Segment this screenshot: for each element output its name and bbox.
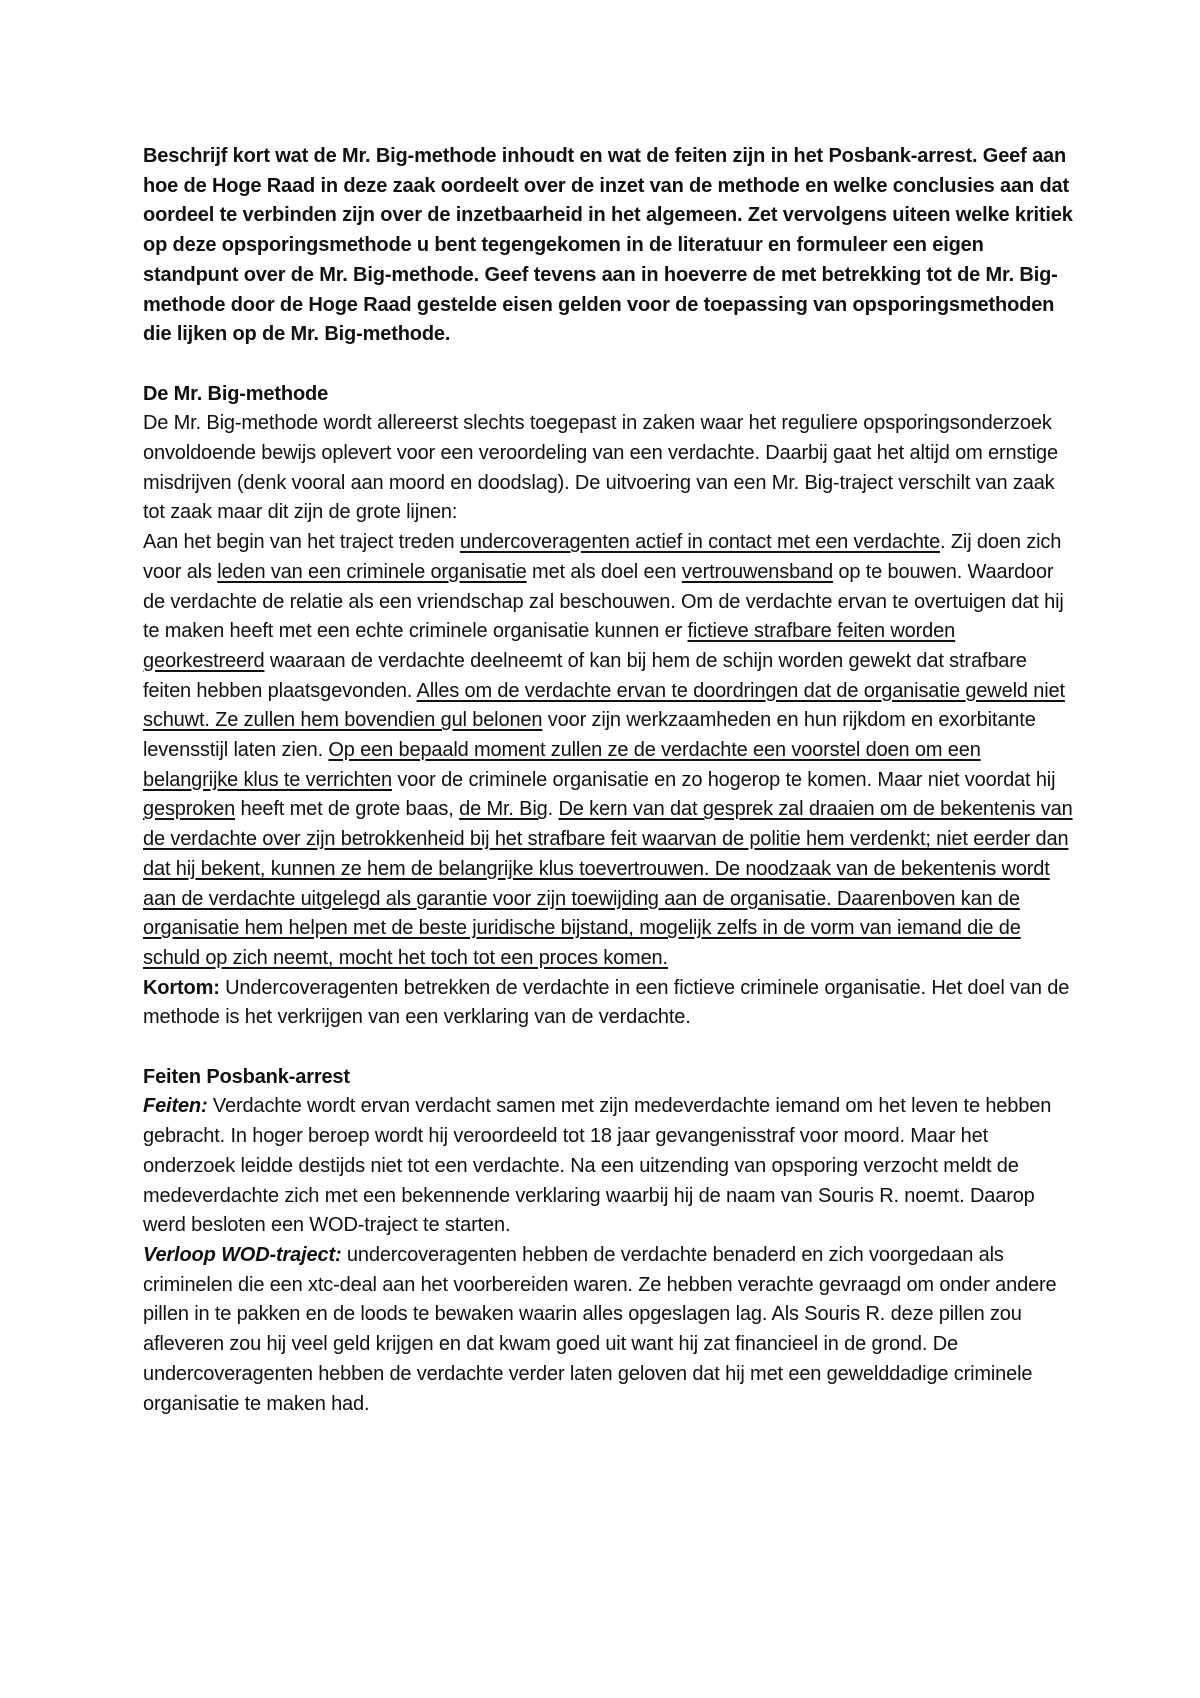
summary-label: Kortom: <box>143 976 220 999</box>
section-title-posbank: Feiten Posbank-arrest <box>143 1065 350 1088</box>
underlined-phrase: Alles om de verdachte ervan te doordringen dat de organisatie geweld niet schuwt. Ze zullen hem bovendien gul belonen <box>143 679 1065 732</box>
underlined-phrase: De kern van dat gesprek zal draaien om de bekentenis van de verdachte over zijn betrokkenheid bij het strafbare feit waarvan de politie hem verdenkt; niet eerder dan dat hij bekent, kunnen ze hem de belangrijke klus toevertrouwen. De noodzaak van de bekentenis wordt aan de verdachte uitgelegd als garantie voor zijn toewijding aan de organisatie. Daarenboven kan de organisatie hem helpen met de beste juridische bijstand, mogelijk zelfs in de vorm van iemand die de schuld op zich neemt, mocht het toch tot een proces komen. <box>143 798 1073 969</box>
facts-label: Feiten: <box>143 1095 208 1118</box>
underlined-phrase: vertrouwensband <box>681 560 833 583</box>
text-segment: Aan het begin van het traject treden <box>143 531 460 554</box>
text-segment: met als doel een <box>526 560 682 583</box>
underlined-phrase: gesproken <box>143 798 236 821</box>
spacer <box>143 1033 1073 1063</box>
wod-course-label: Verloop WOD-traject: <box>143 1243 342 1266</box>
wod-course-paragraph <box>143 1241 1073 1419</box>
wod-course-text: undercoveragenten hebben de verdachte benaderd en zich voorgedaan als criminelen die een xtc-deal aan het voorbereiden waren. Ze hebben verachte gevraagd om onder andere pillen in te pakken en de loods te bewaken waarin alles opgeslagen lag. Als Souris R. deze pillen zou afleveren zou hij veel geld krijgen en dat kwam goed uit want hij zat financieel in de grond. De undercoveragenten hebben de verdachte verder laten geloven dat hij met een gewelddadige criminele organisatie te maken had. <box>143 1243 1057 1415</box>
facts-text: Verdachte wordt ervan verdacht samen met zijn medeverdachte iemand om het leven te hebben gebracht. In hoger beroep wordt hij veroordeeld tot 18 jaar gevangenisstraf voor moord. Maar het onderzoek leidde destijds niet tot een verdachte. Na een uitzending van opsporing verzocht meldt de medeverdachte zich met een bekennende verklaring waarbij hij de naam van Souris R. noemt. Daarop werd besloten een WOD-traject te starten. <box>143 1095 1052 1237</box>
text-segment: . <box>547 798 559 821</box>
text-segment: voor zijn werkzaamheden en hun rijkdom en exorbitante levensstijl laten zien. <box>143 709 1036 762</box>
text-segment: heeft met de grote baas, <box>235 798 460 821</box>
section-title-mr-big: De Mr. Big-methode <box>143 382 329 405</box>
mr-big-process-paragraph <box>143 528 1073 974</box>
mr-big-intro-paragraph: De Mr. Big-methode wordt allereerst slechts toegepast in zaken waar het reguliere opsporingsonderzoek onvoldoende bewijs oplevert voor een veroordeling van een verdachte. Daarbij gaat het altijd om ernstige misdrijven (denk vooral aan moord en doodslag). De uitvoering van een Mr. Big-traject verschilt van zaak tot zaak maar dit zijn de grote lijnen: <box>143 412 1058 524</box>
underlined-phrase: undercoveragenten actief in contact met een verdachte <box>459 531 941 554</box>
summary-text: Undercoveragenten betrekken de verdachte in een fictieve criminele organisatie. Het doel van de methode is het verkrijgen van een verklaring van de verdachte. <box>143 976 1070 1029</box>
mr-big-summary-paragraph <box>143 974 1073 1033</box>
facts-paragraph <box>143 1092 1073 1241</box>
text-segment: op te bouwen. Waardoor de verdachte de relatie als een vriendschap zal beschouwen. Om de verdachte ervan te overtuigen dat hij te maken heeft met een echte criminele organisatie kunnen er <box>143 560 1064 643</box>
underlined-phrase: leden van een criminele organisatie <box>217 560 527 583</box>
text-segment: waaraan de verdachte deelneemt of kan bij hem de schijn worden gewekt dat strafbare feiten hebben plaatsgevonden. <box>143 649 1027 702</box>
underlined-phrase: de Mr. Big <box>459 798 548 821</box>
text-segment: . Zij doen zich voor als <box>143 531 1062 583</box>
spacer <box>143 350 1073 380</box>
underlined-phrase: fictieve strafbare feiten worden georkestreerd <box>143 620 956 672</box>
assignment-question: Beschrijf kort wat de Mr. Big-methode inhoudt en wat de feiten zijn in het Posbank-arrest. Geef aan hoe de Hoge Raad in deze zaak oordeelt over de inzet van de methode en welke conclusies aan dat oordeel te verbinden zijn over de inzetbaarheid in het algemeen. Zet vervolgens uiteen welke kritiek op deze opsporingsmethode u bent tegengekomen in de literatuur en formuleer een eigen standpunt over de Mr. Big-methode. Geef tevens aan in hoeverre de met betrekking tot de Mr. Big-methode door de Hoge Raad gestelde eisen gelden voor de toepassing van opsporingsmethoden die lijken op de Mr. Big-methode. <box>143 145 1073 346</box>
document-page <box>143 142 1073 1419</box>
underlined-phrase: Op een bepaald moment zullen ze de verdachte een voorstel doen om een belangrijke klus te verrichten <box>143 739 981 791</box>
text-segment: voor de criminele organisatie en zo hogerop te komen. Maar niet voordat hij <box>391 768 1056 791</box>
